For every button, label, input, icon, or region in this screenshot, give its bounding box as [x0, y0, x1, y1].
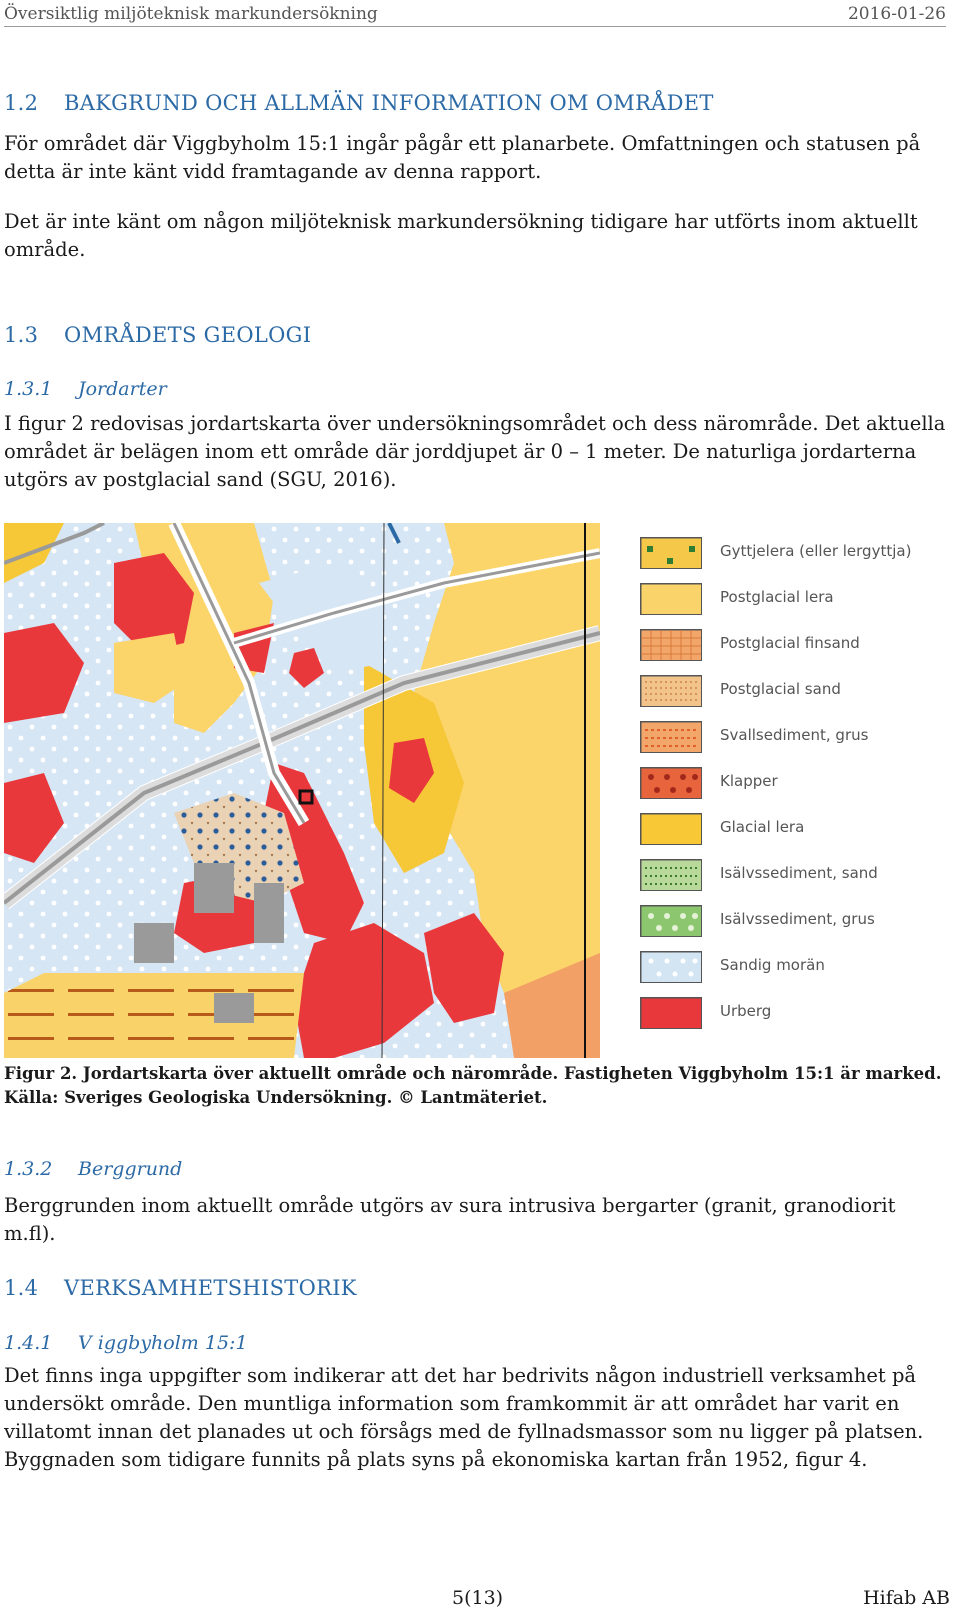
legend-swatch-isalv-grus — [640, 905, 702, 937]
legend-item — [640, 537, 940, 571]
legend-label: Isälvssediment, sand — [720, 864, 878, 882]
soil-map — [4, 523, 600, 1058]
legend-swatch-gyttjelera — [640, 537, 702, 569]
legend-label: Postglacial lera — [720, 588, 834, 606]
paragraph: Berggrunden inom aktuellt område utgörs av sura intrusiva bergarter (granit, granodiorit m.fl). — [4, 1194, 896, 1245]
legend-item — [640, 905, 940, 939]
paragraph: Det är inte känt om någon miljöteknisk markundersökning tidigare har utförts inom aktuellt område. — [4, 210, 918, 261]
legend-item — [640, 721, 940, 755]
heading-text: V iggbyholm 15:1 — [78, 1332, 248, 1354]
heading-number: 1.2 — [4, 91, 39, 115]
legend-swatch-svallsediment — [640, 721, 702, 753]
legend-label: Isälvssediment, grus — [720, 910, 875, 928]
heading-1-2 — [4, 91, 714, 115]
legend-swatch-glacial-lera — [640, 813, 702, 845]
soil-map-figure — [4, 523, 944, 1058]
heading-number: 1.3 — [4, 323, 39, 347]
header-title: Översiktlig miljöteknisk markundersökning — [4, 4, 378, 24]
legend-item — [640, 583, 940, 617]
figure-caption: Figur 2. Jordartskarta över aktuellt område och närområde. Fastigheten Viggbyholm 15:1 är marked. Källa: Sveriges Geologiska Undersökning. © Lantmäteriet. — [4, 1064, 942, 1107]
company-name: Hifab AB — [863, 1587, 950, 1609]
page-header — [4, 4, 946, 27]
paragraph: För området där Viggbyholm 15:1 ingår pågår ett planarbete. Omfattningen och statusen på detta är inte känt vidd framtagande av denna rapport. — [4, 132, 921, 183]
heading-text: BAKGRUND OCH ALLMÄN INFORMATION OM OMRÅDET — [64, 91, 714, 115]
heading-number: 1.4.1 — [4, 1332, 53, 1354]
legend-swatch-postglacial-lera — [640, 583, 702, 615]
legend-item — [640, 629, 940, 663]
heading-text: Jordarter — [78, 378, 167, 400]
legend-swatch-sandig-moran — [640, 951, 702, 983]
legend-item — [640, 767, 940, 801]
heading-number: 1.3.2 — [4, 1158, 53, 1180]
header-date: 2016-01-26 — [847, 4, 946, 24]
legend-label: Postglacial sand — [720, 680, 841, 698]
heading-number: 1.3.1 — [4, 378, 53, 400]
paragraph: I figur 2 redovisas jordartskarta över undersökningsområdet och dess närområde. Det aktuella området är belägen inom ett område där jorddjupet är 0 – 1 meter. De naturliga jordarterna utgörs av postglacial sand (SGU, 2016). — [4, 412, 946, 491]
heading-1-3 — [4, 323, 311, 347]
heading-1-4-1 — [4, 1332, 248, 1354]
heading-text: Berggrund — [78, 1158, 183, 1180]
heading-number: 1.4 — [4, 1276, 39, 1300]
legend-label: Urberg — [720, 1002, 772, 1020]
legend-swatch-klapper — [640, 767, 702, 799]
soil-map-graphic — [4, 523, 600, 1058]
legend-label: Gyttjelera (eller lergyttja) — [720, 542, 912, 560]
legend-swatch-postglacial-finsand — [640, 629, 702, 661]
legend-item — [640, 859, 940, 893]
legend-swatch-urberg — [640, 997, 702, 1029]
heading-text: VERKSAMHETSHISTORIK — [64, 1276, 357, 1300]
legend-item — [640, 997, 940, 1031]
legend-label: Sandig morän — [720, 956, 825, 974]
heading-text: OMRÅDETS GEOLOGI — [64, 323, 312, 347]
legend-item — [640, 813, 940, 847]
legend-label: Svallsediment, grus — [720, 726, 869, 744]
heading-1-3-1 — [4, 378, 167, 400]
legend-label: Klapper — [720, 772, 778, 790]
legend-label: Postglacial finsand — [720, 634, 860, 652]
legend-swatch-postglacial-sand — [640, 675, 702, 707]
legend-label: Glacial lera — [720, 818, 805, 836]
page-number: 5(13) — [452, 1587, 504, 1609]
heading-1-3-2 — [4, 1158, 182, 1180]
legend-item — [640, 951, 940, 985]
heading-1-4 — [4, 1276, 357, 1300]
paragraph: Det finns inga uppgifter som indikerar att det har bedrivits någon industriell verksamhet på undersökt område. Den muntliga information som framkommit är att området har varit en villatomt innan det planades ut och försågs med de fyllnadsmassor som nu ligger på platsen. Byggnaden som tidigare funnits på plats syns på ekonomiska kartan från 1952, figur 4. — [4, 1364, 924, 1471]
legend-swatch-isalv-sand — [640, 859, 702, 891]
legend-item — [640, 675, 940, 709]
